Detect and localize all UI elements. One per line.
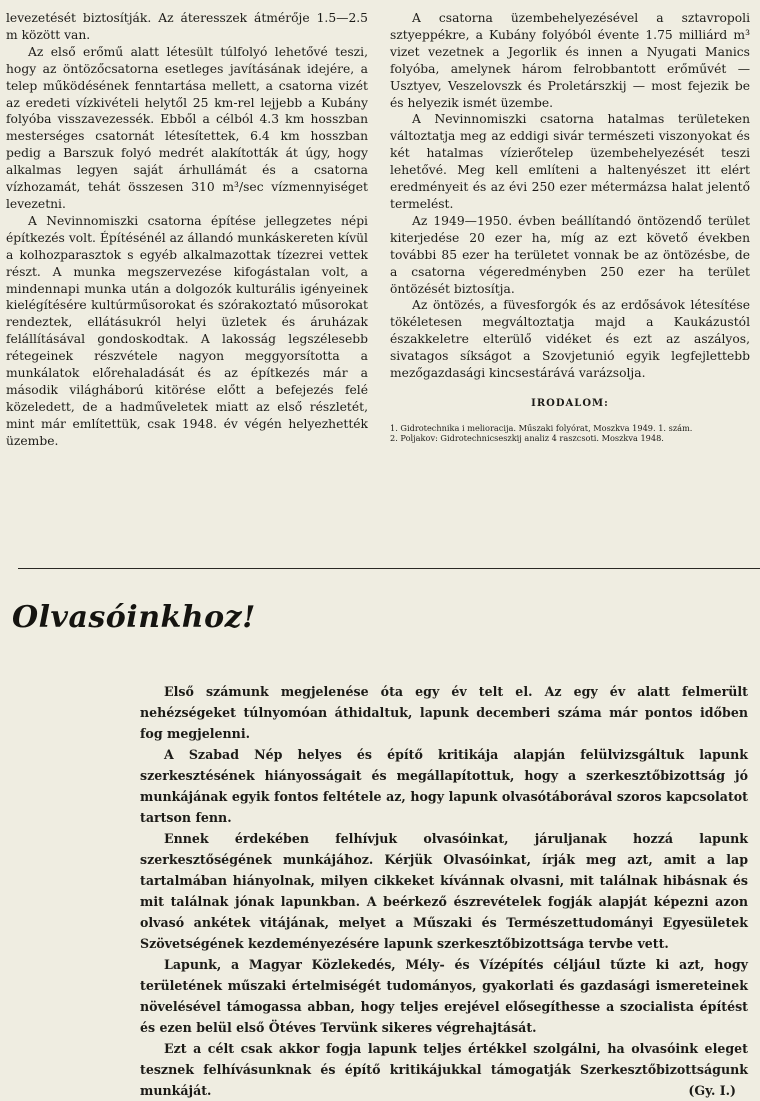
notice-paragraph: Ezt a célt csak akkor fogja lapunk teljes értékkel szolgálni, ha olvasóink eleget tesznek felhívásunknak és építő kritikájukkal támogatják Szerkesztőbizottságunk munkáját. <box>140 1041 748 1098</box>
notice-signature: (Gy. I.) <box>688 1083 736 1098</box>
article-left-column <box>6 10 368 450</box>
notice-title: Olvasóinkhoz! <box>12 600 256 635</box>
article-paragraph: Az öntözés, a füvesforgók és az erdősávok létesítése tökéletesen megváltoztatja majd a Kaukázustól északkeletre elterülő vidéket és ezt az aszályos, sivatagos síkságot a Szovjetunió egyik legfejlettebb mezőgazdasági kincsestárává varázsolja. <box>390 298 750 381</box>
reference-item: 1. Gidrotechnika i melioracija. Műszaki folyórat, Moszkva 1949. 1. szám. <box>390 422 693 433</box>
references-list <box>390 423 750 443</box>
article-paragraph: Az első erőmű alatt létesült túlfolyó lehetővé teszi, hogy az öntözőcsatorna esetleges javításának idejére, a telep működésének fenntartása mellett, a csatorna vizét az eredeti vízkivételi helytől 25 km-rel lejjebb a Kubány folyóba visszavezessék. Ebből a célból 4.3 km hosszban mesterséges csatornát létesítettek, 6.4 km hosszban pedig a Barszuk folyó medrét alakították át úgy, hogy alkalmas legyen saját árhullámát és a csatorna vízhozamát, tehát összesen 310 m³/sec vízmennyiséget levezetni. <box>6 44 368 211</box>
article-paragraph: Az 1949—1950. évben beállítandó öntözendő terület kiterjedése 20 ezer ha, míg az ezt követő években további 85 ezer ha területet vonnak be az öntözésbe, de a csatorna végeredményben 250 ezer ha terület öntözését biztosítja. <box>390 213 750 296</box>
article-paragraph: A Nevinnomiszki csatorna hatalmas területeken változtatja meg az eddigi sivár természeti viszonyokat és két hatalmas vízierőtelep üzembehelyezését teszi lehetővé. Meg kell említeni a haltenyészet itt elért eredményeit és az évi 250 ezer métermázsa halat jelentő termelést. <box>390 112 750 211</box>
notice-paragraph: Lapunk, a Magyar Közlekedés, Mély- és Vízépítés céljául tűzte ki azt, hogy területének műszaki értelmiségét tudományos, gyakorlati és gazdasági ismereteinek növelésével támogassa abban, hogy teljes erejével elősegíthesse a szocialista építést és ezen belül első Ötéves Tervünk sikeres végrehajtását. <box>140 957 748 1035</box>
notice-paragraph: Ennek érdekében felhívjuk olvasóinkat, járuljanak hozzá lapunk szerkesztőségének munkájához. Kérjük Olvasóinkat, írják meg azt, amit a lap tartalmában hiányolnak, milyen cikkeket kívánnak olvasni, mit találnak hibásnak és mit találnak jónak lapunkban. A beérkező észrevételek fogják alapját képezni azon olvasó ankétek vitájának, melyet a Műszaki és Természettudományi Egyesületek Szövetségének kezdeményezésére lapunk szerkesztőbizottsága tervbe vett. <box>140 831 748 951</box>
section-divider <box>18 568 760 569</box>
article-paragraph: levezetését biztosítják. Az áteresszek átmérője 1.5—2.5 m között van. <box>6 11 368 42</box>
notice-paragraph: Első számunk megjelenése óta egy év telt el. Az egy év alatt felmerült nehézségeket túlnyomóan áthidaltuk, lapunk decemberi száma már pontos időben fog megjelenni. <box>140 684 748 741</box>
notice-paragraph: A Szabad Nép helyes és építő kritikája alapján felülvizsgáltuk lapunk szerkesztésének hiányosságait és megállapítottuk, hogy a szerkesztőbizottság jó munkájának egyik fontos feltétele az, hogy lapunk olvasótáborával szoros kapcsolatot tartson fenn. <box>140 747 748 825</box>
notice-body <box>140 681 748 1101</box>
article-right-column <box>390 10 750 443</box>
references-heading: IRODALOM: <box>531 397 609 409</box>
article-paragraph: A csatorna üzembehelyezésével a sztavropoli sztyeppékre, a Kubány folyóból évente 1.75 milliárd m³ vizet vezetnek a Jegorlik és innen a Nyugati Manics folyóba, amelynek három felrobbantott erőművét — Usztyev, Veszelovszk és Proletárszkij — most fejezik be és helyezik ismét üzembe. <box>390 11 750 110</box>
reference-item: 2. Poljakov: Gidrotechnicseszkij analiz 4 raszcsoti. Moszkva 1948. <box>390 432 664 443</box>
article-paragraph: A Nevinnomiszki csatorna építése jellegzetes népi építkezés volt. Építésénél az állandó munkáskereten kívül a kolhozparasztok s egyéb alkalmazottak tízezrei vettek részt. A munka megszervezése kifogástalan volt, a mindennapi munka után a dolgozók kulturális igényeinek kielégítésére kultúrműsorokat és szórakoztató műsorokat rendeztek, ellátásukról helyi üzletek és áruházak felállításával gondoskodtak. A lakosság legszélesebb rétegeinek részvétele nagyon meggyorsította a munkálatok előrehaladását és az építkezés már a második világháború kitörése előtt a befejezés felé közeledett, de a hadműveletek miatt az első részletét, mint már említettük, csak 1948. év végén helyezhették üzembe. <box>6 213 368 448</box>
